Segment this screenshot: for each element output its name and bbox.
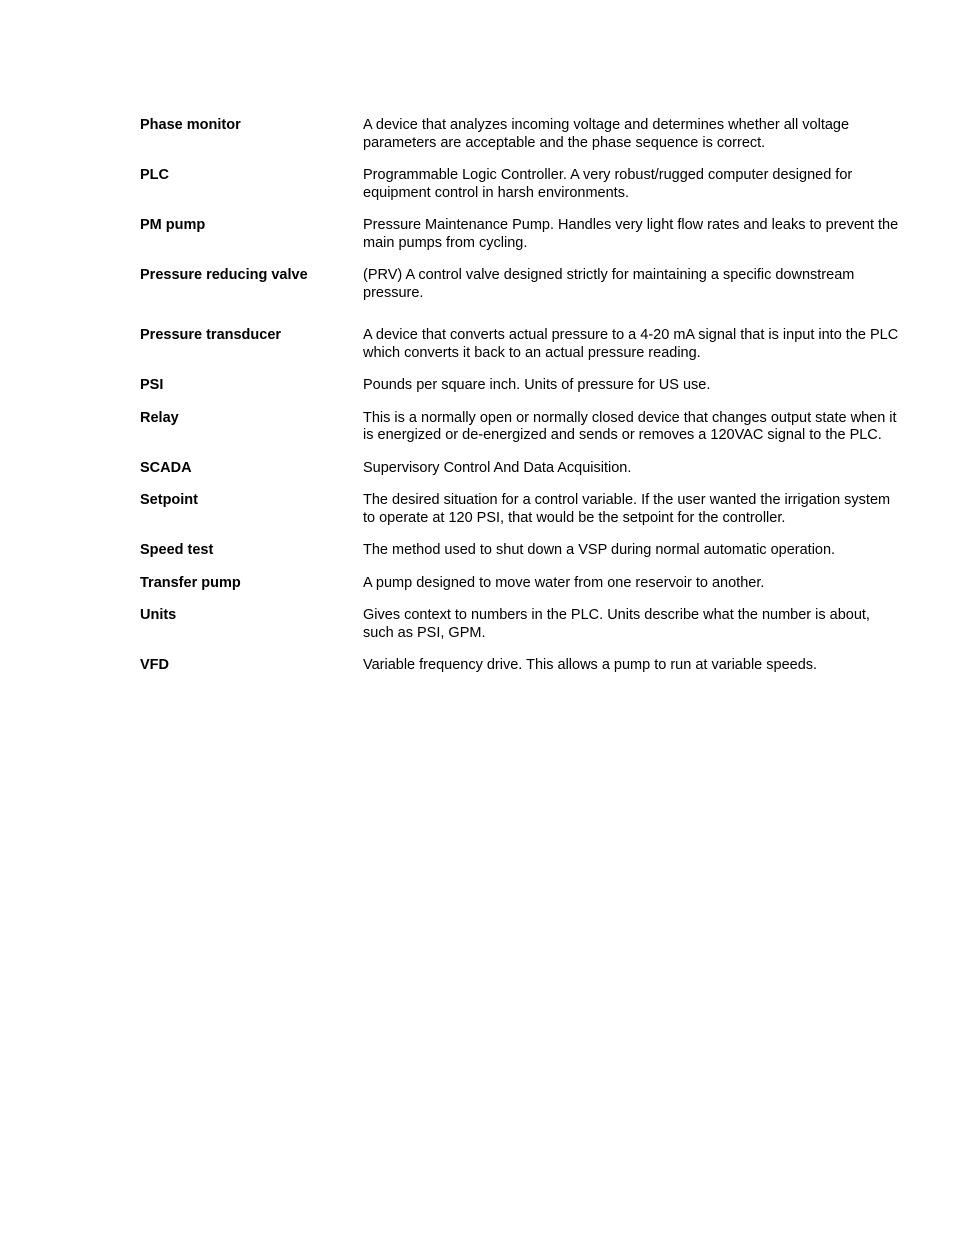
glossary-definition: Supervisory Control And Data Acquisition. — [363, 459, 632, 476]
glossary-definition: The desired situation for a control variable. If the user wanted the irrigation system to operate at 120 PSI, that would be the setpoint for the controller. — [363, 492, 891, 526]
glossary-entry-vfd — [140, 657, 900, 675]
glossary-definition: The method used to shut down a VSP during normal automatic operation. — [363, 542, 836, 558]
glossary-term: Units — [140, 607, 177, 623]
glossary-definition: A pump designed to move water from one reservoir to another. — [363, 574, 765, 591]
glossary-entry-setpoint — [140, 492, 900, 527]
glossary-term: SCADA — [140, 459, 192, 476]
glossary-entry-psi — [140, 377, 900, 395]
glossary-term: Phase monitor — [140, 117, 241, 133]
glossary-definition: Programmable Logic Controller. A very robust/rugged computer designed for equipment control in harsh environments. — [363, 167, 853, 201]
glossary-entry-phase-monitor — [140, 117, 900, 152]
glossary-entry-speed-test — [140, 542, 900, 560]
glossary-term: Relay — [140, 409, 179, 426]
glossary-entry-scada — [140, 460, 900, 478]
glossary-entry-plc — [140, 167, 900, 202]
glossary-entry-pm-pump — [140, 217, 900, 252]
glossary-term: Transfer pump — [140, 574, 241, 591]
glossary-definition: A device that analyzes incoming voltage and determines whether all voltage parameters are acceptable and the phase sequence is correct. — [363, 117, 850, 151]
glossary-definition: Variable frequency drive. This allows a pump to run at variable speeds. — [363, 657, 818, 673]
glossary-term: Speed test — [140, 542, 214, 558]
glossary-entry-transfer-pump — [140, 575, 900, 593]
glossary-definition: (PRV) A control valve designed strictly for maintaining a specific downstream pressure. — [363, 267, 855, 301]
glossary-term: VFD — [140, 657, 169, 673]
glossary-definition: A device that converts actual pressure to a 4-20 mA signal that is input into the PLC which converts it back to an actual pressure reading. — [363, 327, 899, 361]
glossary-term: PSI — [140, 377, 164, 393]
glossary-term: PLC — [140, 167, 169, 183]
glossary-entry-units — [140, 607, 900, 642]
glossary-term: Setpoint — [140, 492, 198, 508]
glossary-definition: Pressure Maintenance Pump. Handles very light flow rates and leaks to prevent the main pumps from cycling. — [363, 217, 899, 251]
glossary-definition: This is a normally open or normally closed device that changes output state when it is energized or de-energized and sends or removes a 120VAC signal to the PLC. — [363, 409, 897, 443]
glossary-definition: Pounds per square inch. Units of pressure for US use. — [363, 377, 711, 393]
glossary-entry-pressure-transducer — [140, 327, 900, 362]
glossary-entry-pressure-reducing-valve — [140, 267, 900, 302]
glossary-entry-relay — [140, 410, 900, 445]
glossary-list — [140, 117, 900, 675]
glossary-term: PM pump — [140, 217, 206, 233]
glossary-term: Pressure transducer — [140, 327, 282, 343]
glossary-term: Pressure reducing valve — [140, 267, 308, 283]
glossary-definition: Gives context to numbers in the PLC. Units describe what the number is about, such as PSI, GPM. — [363, 607, 870, 641]
